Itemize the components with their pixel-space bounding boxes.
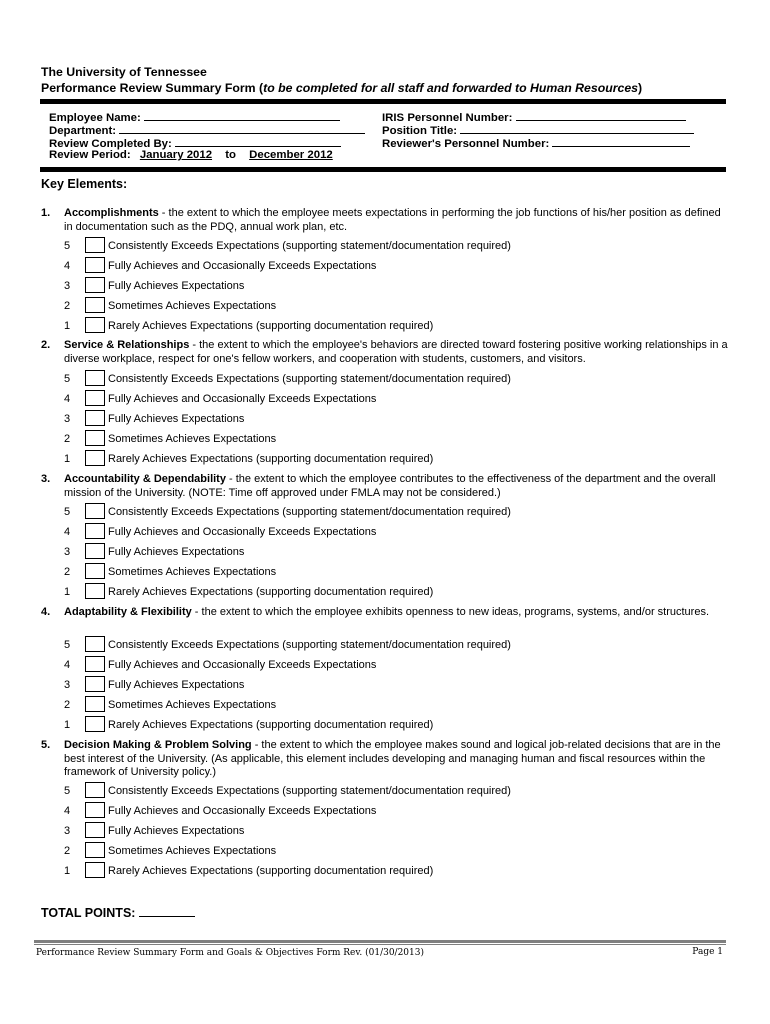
rating-value: 5: [64, 785, 71, 797]
rating-label: Sometimes Achieves Expectations: [108, 433, 277, 445]
key-element-2: [41, 339, 731, 366]
iris-number-label: IRIS Personnel Number:: [382, 112, 513, 124]
rating-checkbox[interactable]: [85, 862, 105, 878]
position-title-label: Position Title:: [382, 125, 458, 137]
review-period-end: December 2012: [249, 149, 333, 161]
rating-label: Consistently Exceeds Expectations (supporting statement/documentation required): [108, 506, 511, 518]
rating-value: 5: [64, 506, 71, 518]
total-points-label: TOTAL POINTS:: [41, 906, 136, 920]
footer-divider-thin: [34, 944, 726, 945]
rating-label: Sometimes Achieves Expectations: [108, 845, 277, 857]
rating-label: Fully Achieves and Occasionally Exceeds Expectations: [108, 526, 377, 538]
rating-checkbox[interactable]: [85, 410, 105, 426]
rating-value: 4: [64, 805, 71, 817]
rating-label: Fully Achieves and Occasionally Exceeds Expectations: [108, 260, 377, 272]
reviewer-number-field[interactable]: [552, 135, 690, 147]
page-number: Page 1: [692, 947, 723, 957]
rating-checkbox[interactable]: [85, 370, 105, 386]
rating-value: 4: [64, 260, 71, 272]
rating-label: Consistently Exceeds Expectations (supporting statement/documentation required): [108, 373, 511, 385]
element-title: Adaptability & Flexibility: [64, 606, 192, 618]
rating-checkbox[interactable]: [85, 430, 105, 446]
rating-label: Rarely Achieves Expectations (supporting documentation required): [108, 320, 434, 332]
rating-value: 5: [64, 240, 71, 252]
form-subtitle: to be completed for all staff and forwarded to Human Resources: [263, 81, 639, 95]
element-number: 4.: [41, 606, 51, 618]
key-element-5: [41, 739, 731, 780]
position-title-field[interactable]: [460, 122, 694, 134]
rating-value: 2: [64, 300, 71, 312]
department-field[interactable]: [119, 122, 365, 134]
rating-value: 2: [64, 845, 71, 857]
element-description: - the extent to which the employee exhibits openness to new ideas, programs, systems, and/or structures.: [191, 606, 710, 618]
rating-checkbox[interactable]: [85, 563, 105, 579]
rating-checkbox[interactable]: [85, 842, 105, 858]
rating-checkbox[interactable]: [85, 237, 105, 253]
employee-name-label: Employee Name:: [49, 112, 141, 124]
key-element-1: [41, 207, 731, 234]
rating-value: 1: [64, 453, 71, 465]
rating-value: 3: [64, 546, 71, 558]
reviewer-number-row: [382, 135, 690, 151]
total-points-field[interactable]: [139, 904, 195, 917]
employee-name-field[interactable]: [144, 109, 340, 121]
rating-label: Sometimes Achieves Expectations: [108, 699, 277, 711]
header-divider: [40, 99, 726, 104]
rating-label: Consistently Exceeds Expectations (supporting statement/documentation required): [108, 240, 511, 252]
rating-checkbox[interactable]: [85, 716, 105, 732]
rating-value: 3: [64, 825, 71, 837]
rating-value: 4: [64, 659, 71, 671]
rating-value: 4: [64, 526, 71, 538]
rating-checkbox[interactable]: [85, 782, 105, 798]
rating-label: Fully Achieves and Occasionally Exceeds Expectations: [108, 805, 377, 817]
rating-value: 2: [64, 566, 71, 578]
footer-revision: Performance Review Summary Form and Goals & Objectives Form Rev. (01/30/2013): [36, 948, 424, 958]
rating-checkbox[interactable]: [85, 656, 105, 672]
element-description: - the extent to which the employee makes sound and logical job-related decisions that are in the best interest of the University. (As applicable, this element includes developing and managing human and fiscal resources within the framework of University policy.): [64, 739, 721, 778]
rating-label: Fully Achieves Expectations: [108, 546, 245, 558]
rating-checkbox[interactable]: [85, 822, 105, 838]
rating-checkbox[interactable]: [85, 390, 105, 406]
review-period-to: to: [225, 149, 236, 161]
info-divider: [40, 167, 726, 172]
rating-label: Fully Achieves Expectations: [108, 413, 245, 425]
rating-label: Rarely Achieves Expectations (supporting documentation required): [108, 719, 434, 731]
rating-checkbox[interactable]: [85, 802, 105, 818]
element-number: 3.: [41, 473, 51, 485]
rating-value: 1: [64, 586, 71, 598]
rating-value: 3: [64, 413, 71, 425]
rating-label: Rarely Achieves Expectations (supporting documentation required): [108, 865, 434, 877]
rating-value: 5: [64, 373, 71, 385]
reviewer-number-label: Reviewer's Personnel Number:: [382, 138, 550, 150]
rating-value: 1: [64, 719, 71, 731]
rating-checkbox[interactable]: [85, 676, 105, 692]
rating-label: Consistently Exceeds Expectations (supporting statement/documentation required): [108, 785, 511, 797]
review-period-start: January 2012: [139, 149, 213, 161]
rating-label: Sometimes Achieves Expectations: [108, 300, 277, 312]
rating-value: 2: [64, 699, 71, 711]
element-title: Accountability & Dependability: [64, 473, 226, 485]
element-number: 1.: [41, 207, 51, 219]
element-description: - the extent to which the employee meets expectations in performing the job functions of his/her position as defined in documentation such as the PDQ, annual work plan, etc.: [64, 207, 721, 233]
key-element-4: [41, 606, 731, 620]
rating-checkbox[interactable]: [85, 696, 105, 712]
total-points-row: [41, 904, 195, 920]
review-completed-by-label: Review Completed By:: [49, 138, 172, 150]
key-element-3: [41, 473, 731, 500]
footer-divider: [34, 940, 726, 943]
rating-checkbox[interactable]: [85, 297, 105, 313]
rating-checkbox[interactable]: [85, 257, 105, 273]
element-title: Accomplishments: [64, 207, 159, 219]
element-description: - the extent to which the employee's behaviors are directed toward fostering positive working relationships in a diverse workplace, respect for one's fellow workers, and cooperation with students, customers, and visitors.: [64, 339, 728, 365]
rating-checkbox[interactable]: [85, 450, 105, 466]
university-name: The University of Tennessee: [41, 65, 207, 79]
rating-value: 3: [64, 679, 71, 691]
element-title: Service & Relationships: [64, 339, 190, 351]
rating-value: 5: [64, 639, 71, 651]
element-number: 2.: [41, 339, 51, 351]
rating-value: 1: [64, 865, 71, 877]
form-header: [41, 64, 642, 96]
iris-number-field[interactable]: [516, 109, 686, 121]
review-period-label: Review Period:: [49, 149, 131, 161]
rating-label: Rarely Achieves Expectations (supporting documentation required): [108, 453, 434, 465]
rating-label: Fully Achieves Expectations: [108, 679, 245, 691]
rating-checkbox[interactable]: [85, 543, 105, 559]
rating-checkbox[interactable]: [85, 317, 105, 333]
rating-value: 4: [64, 393, 71, 405]
key-elements-title: Key Elements:: [41, 177, 128, 191]
element-description: - the extent to which the employee contributes to the effectiveness of the department and the overall mission of the University. (NOTE: Time off approved under FMLA may not be considered.): [64, 473, 716, 499]
element-number: 5.: [41, 739, 51, 751]
rating-value: 1: [64, 320, 71, 332]
rating-checkbox[interactable]: [85, 636, 105, 652]
review-period-row: [49, 148, 333, 162]
rating-label: Fully Achieves Expectations: [108, 280, 245, 292]
rating-label: Consistently Exceeds Expectations (supporting statement/documentation required): [108, 639, 511, 651]
rating-value: 3: [64, 280, 71, 292]
form-title-line: Performance Review Summary Form (to be completed for all staff and forwarded to Human Resources): [41, 81, 643, 95]
rating-checkbox[interactable]: [85, 277, 105, 293]
element-title: Decision Making & Problem Solving: [64, 739, 252, 751]
rating-label: Rarely Achieves Expectations (supporting documentation required): [108, 586, 434, 598]
rating-label: Fully Achieves Expectations: [108, 825, 245, 837]
rating-checkbox[interactable]: [85, 523, 105, 539]
rating-checkbox[interactable]: [85, 583, 105, 599]
rating-checkbox[interactable]: [85, 503, 105, 519]
department-label: Department:: [49, 125, 117, 137]
rating-label: Fully Achieves and Occasionally Exceeds Expectations: [108, 393, 377, 405]
rating-value: 2: [64, 433, 71, 445]
form-title: Performance Review Summary Form: [41, 81, 256, 95]
rating-label: Fully Achieves and Occasionally Exceeds Expectations: [108, 659, 377, 671]
review-completed-by-field[interactable]: [175, 135, 341, 147]
rating-label: Sometimes Achieves Expectations: [108, 566, 277, 578]
